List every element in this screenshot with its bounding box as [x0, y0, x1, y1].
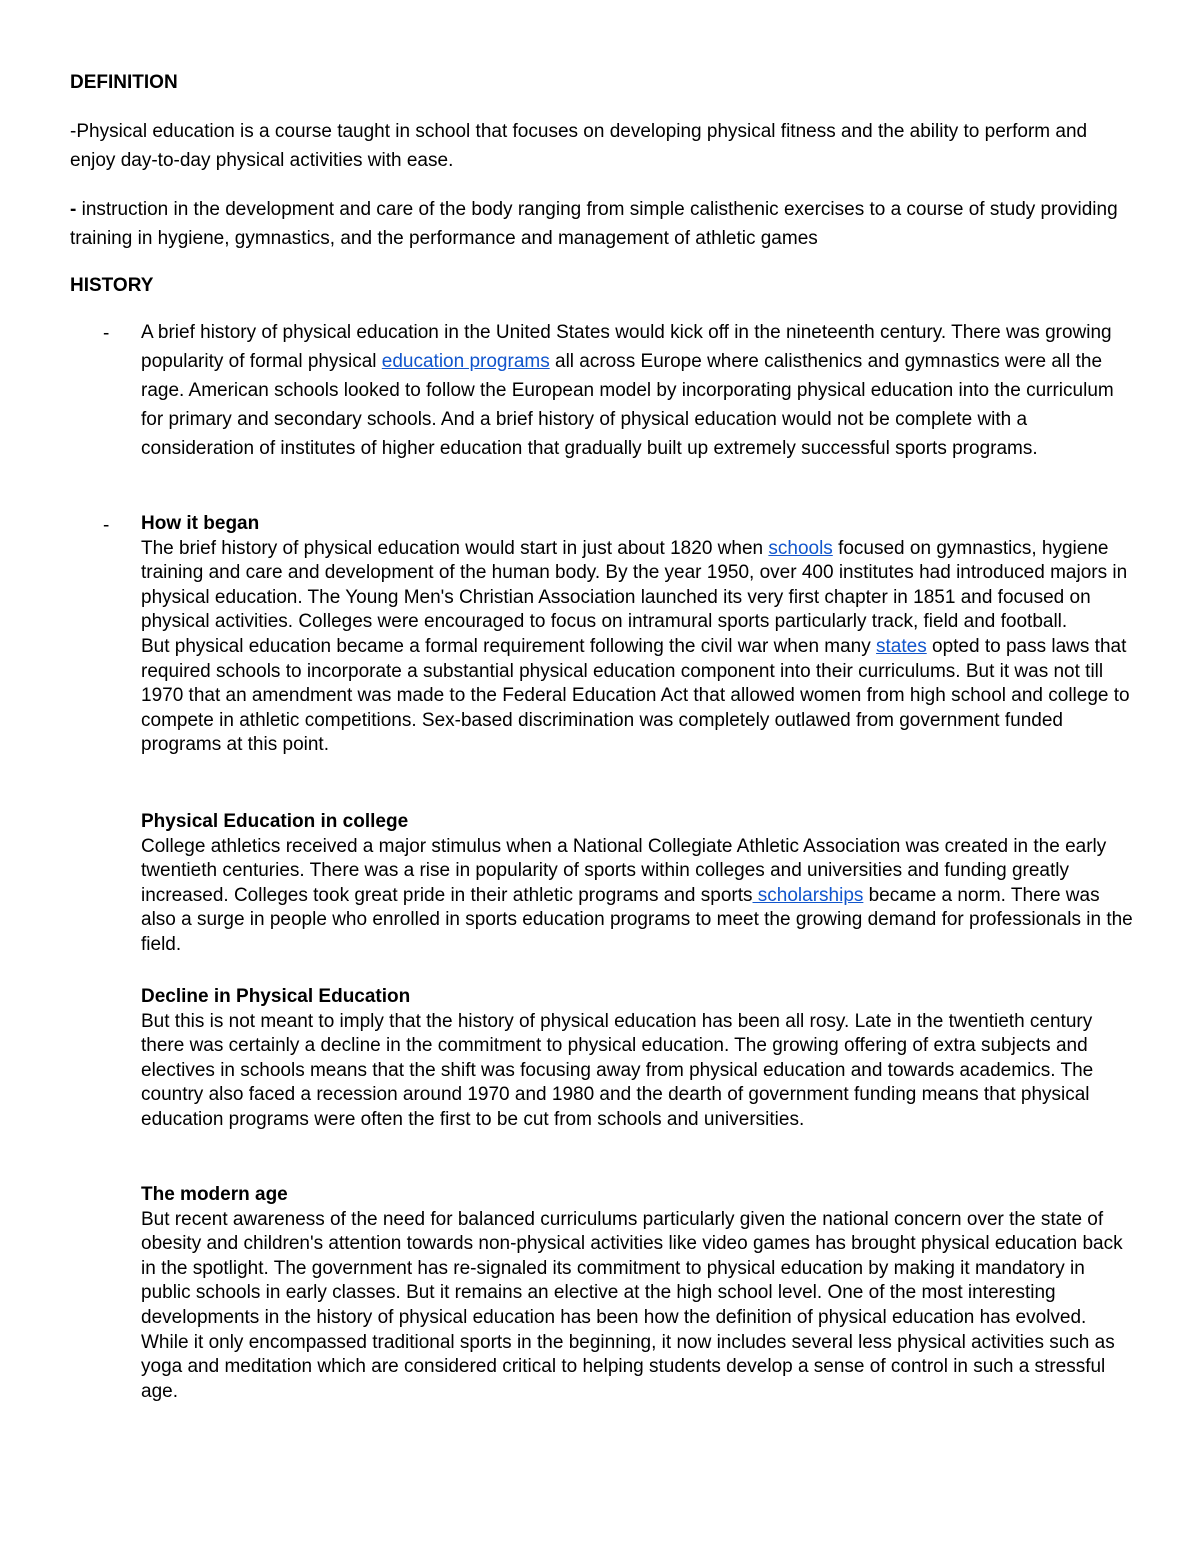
college-paragraph [141, 835, 1136, 958]
decline-title: Decline in Physical Education [141, 986, 411, 1007]
history-intro-paragraph [141, 318, 1136, 463]
college-section [141, 810, 1136, 958]
history-bullet-2: - [103, 515, 110, 536]
modern-age-paragraph: But recent awareness of the need for balanced curriculums particularly given the national concern over the state of obesity and children's attention towards non-physical activities like video games has brought physical education back in the spotlight. The government has re-signaled its commitment to physical education by making it mandatory in public schools in early classes. But it remains an elective at the high school level. One of the most interesting developments in the history of physical education has been how the definition of physical education has evolved. While it only encompassed traditional sports in the beginning, it now includes several less physical activities such as yoga and meditation which are considered critical to helping students develop a sense of control in such a stressful age. [141, 1208, 1123, 1402]
education-programs-link[interactable]: education programs [381, 351, 550, 372]
definition-paragraph-2 [70, 195, 1130, 253]
how-it-began-text-d: opted to pass laws that required schools to incorporate a substantial physical education component into their curriculums. But it was not till 1970 that an amendment was made to the Federal Education Act that allowed women from high school and college to compete in athletic competitions. Sex-based discrimination was completely outlawed from government funded programs at this point. [141, 635, 1130, 756]
states-link[interactable]: states [876, 635, 927, 657]
modern-age-section [141, 1183, 1136, 1404]
definition-dash: - [70, 199, 77, 220]
decline-paragraph: But this is not meant to imply that the history of physical education has been all rosy. Late in the twentieth century there was certainly a decline in the commitment to physical education. The growing offering of extra subjects and electives in schools means that the shift was focusing away from physical education and towards academics. The country also faced a recession around 1970 and 1980 and the dearth of government funding means that physical education programs were often the first to be cut from schools and universities. [141, 1010, 1094, 1130]
how-it-began-paragraph-1 [141, 537, 1136, 635]
college-text-b: became a norm. There was also a surge in people who enrolled in sports education programs to meet the growing demand for professionals in the field. [141, 884, 1133, 955]
history-intro-text-b: all across Europe where calisthenics and gymnastics were all the rage. American schools looked to follow the European model by incorporating physical education into the curriculum for primary and secondary schools. And a brief history of physical education would not be complete with a consideration of institutes of higher education that gradually built up extremely successful sports programs. [141, 351, 1114, 459]
how-it-began-paragraph-2 [141, 635, 1136, 758]
history-intro-text-a: A brief history of physical education in the United States would kick off in the nineteenth century. There was growing popularity of formal physical [141, 322, 1112, 372]
decline-section [141, 985, 1136, 1133]
how-it-began-text-a: The brief history of physical education would start in just about 1820 when [141, 537, 769, 559]
definition-paragraph-2-text: instruction in the development and care of the body ranging from simple calisthenic exercises to a course of study providing training in hygiene, gymnastics, and the performance and management of athletic games [70, 199, 1118, 249]
definition-paragraph-1: -Physical education is a course taught in school that focuses on developing physical fitness and the ability to perform and enjoy day-to-day physical activities with ease. [70, 121, 1088, 171]
how-it-began-title: How it began [141, 513, 260, 534]
how-it-began-text-b: focused on gymnastics, hygiene training and care and development of the human body. By the year 1950, over 400 institutes had introduced majors in physical education. The Young Men's Christian Association launched its very first chapter in 1851 and focused on physical activities. Colleges were encouraged to focus on intramural sports particularly track, field and football. [141, 537, 1128, 633]
scholarships-link[interactable]: scholarships [752, 884, 864, 906]
college-title: Physical Education in college [141, 811, 409, 832]
modern-age-title: The modern age [141, 1184, 288, 1205]
how-it-began-text-c: But physical education became a formal requirement following the civil war when many [141, 635, 877, 657]
college-text-a: College athletics received a major stimulus when a National Collegiate Athletic Association was created in the early twentieth centuries. There was a rise in popularity of sports within colleges and universities and funding greatly increased. Colleges took great pride in their athletic programs and sports [141, 835, 1107, 906]
schools-link[interactable]: schools [768, 537, 833, 559]
history-heading: HISTORY [70, 275, 154, 296]
history-bullet-1: - [103, 323, 110, 344]
definition-heading: DEFINITION [70, 72, 178, 93]
how-it-began-section [141, 512, 1136, 758]
